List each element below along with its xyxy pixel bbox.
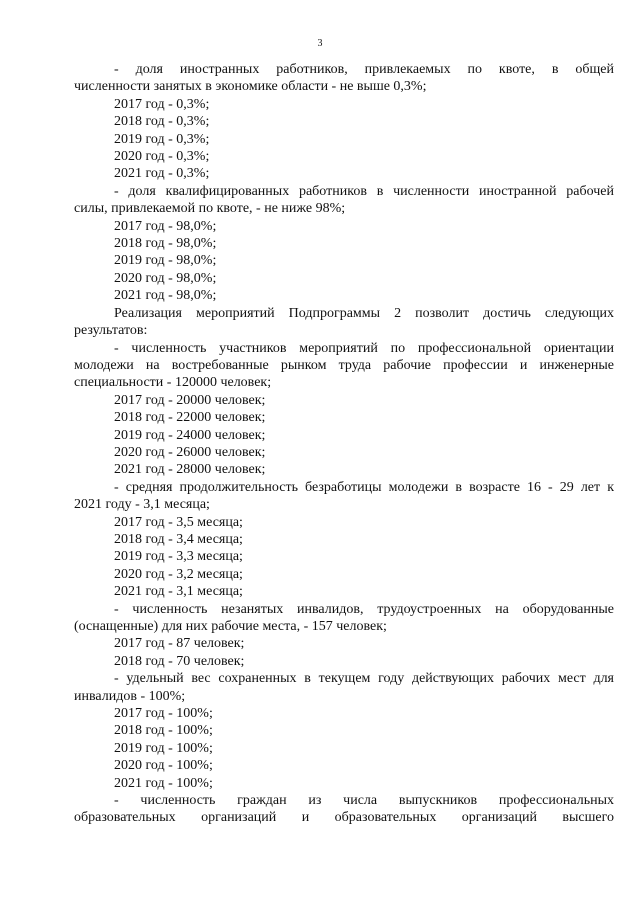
text-line: 2020 год - 0,3%; [114, 149, 210, 165]
text-line: - численность незанятых инвалидов, трудоустроенных на оборудованные [114, 601, 614, 617]
text-line: 2018 год - 0,3%; [114, 114, 210, 130]
text-line: 2021 году - 3,1 месяца; [74, 497, 210, 513]
text-line: 2018 год - 70 человек; [114, 653, 245, 669]
text-line: - численность граждан из числа выпускников профессиональных [114, 793, 614, 809]
text-line: 2017 год - 87 человек; [114, 636, 245, 652]
text-line: 2020 год - 26000 человек; [114, 444, 266, 460]
document-body [74, 61, 614, 827]
text-line: - удельный вес сохраненных в текущем году действующих рабочих мест для [114, 671, 614, 687]
text-line: - доля квалифицированных работников в численности иностранной рабочей [114, 183, 614, 199]
text-line: 2017 год - 98,0%; [114, 218, 217, 234]
text-line: - доля иностранных работников, привлекаемых по квоте, в общей [114, 62, 614, 77]
text-line: (оснащенные) для них рабочие места, - 157 человек; [74, 619, 387, 634]
text-line: 2021 год - 28000 человек; [114, 462, 266, 478]
text-line: специальности - 120000 человек; [74, 375, 272, 391]
text-line: 2021 год - 0,3%; [114, 166, 210, 182]
text-line: 2019 год - 24000 человек; [114, 427, 266, 443]
text-line: 2021 год - 100%; [114, 775, 213, 791]
text-line: 2017 год - 100%; [114, 706, 213, 722]
text-line: инвалидов - 100%; [74, 688, 186, 704]
text-line: 2019 год - 0,3%; [114, 131, 210, 147]
text-line: 2018 год - 98,0%; [114, 236, 217, 252]
text-line: 2018 год - 100%; [114, 723, 213, 739]
text-line: - средняя продолжительность безработицы молодежи в возрасте 16 - 29 лет к [114, 479, 614, 495]
text-line: силы, привлекаемой по квоте, - не ниже 98%; [74, 201, 346, 217]
text-line: 2018 год - 22000 человек; [114, 410, 266, 426]
text-line: 2017 год - 20000 человек; [114, 392, 266, 408]
text-line: 2018 год - 3,4 месяца; [114, 531, 243, 547]
text-line: 2020 год - 3,2 месяца; [114, 566, 243, 582]
text-line: 2021 год - 98,0%; [114, 288, 217, 304]
text-line: Реализация мероприятий Подпрограммы 2 позволит достичь следующих [114, 305, 614, 321]
page-number: 3 [317, 38, 323, 49]
text-line: результатов: [74, 323, 148, 339]
text-line: молодежи на востребованные рынком труда рабочие профессии и инженерные [74, 357, 614, 373]
text-line: образовательных организаций и образовательных организаций высшего [74, 810, 614, 826]
text-line: 2021 год - 3,1 месяца; [114, 584, 243, 600]
text-line: 2020 год - 98,0%; [114, 270, 217, 286]
text-line: 2019 год - 98,0%; [114, 253, 217, 269]
text-line: 2017 год - 3,5 месяца; [114, 514, 243, 530]
text-line: численности занятых в экономике области - не выше 0,3%; [74, 79, 427, 95]
text-line: - численность участников мероприятий по профессиональной ориентации [114, 340, 614, 356]
text-line: 2019 год - 3,3 месяца; [114, 549, 243, 565]
text-line: 2019 год - 100%; [114, 740, 213, 756]
text-line: 2020 год - 100%; [114, 758, 213, 774]
text-line: 2017 год - 0,3%; [114, 96, 210, 112]
